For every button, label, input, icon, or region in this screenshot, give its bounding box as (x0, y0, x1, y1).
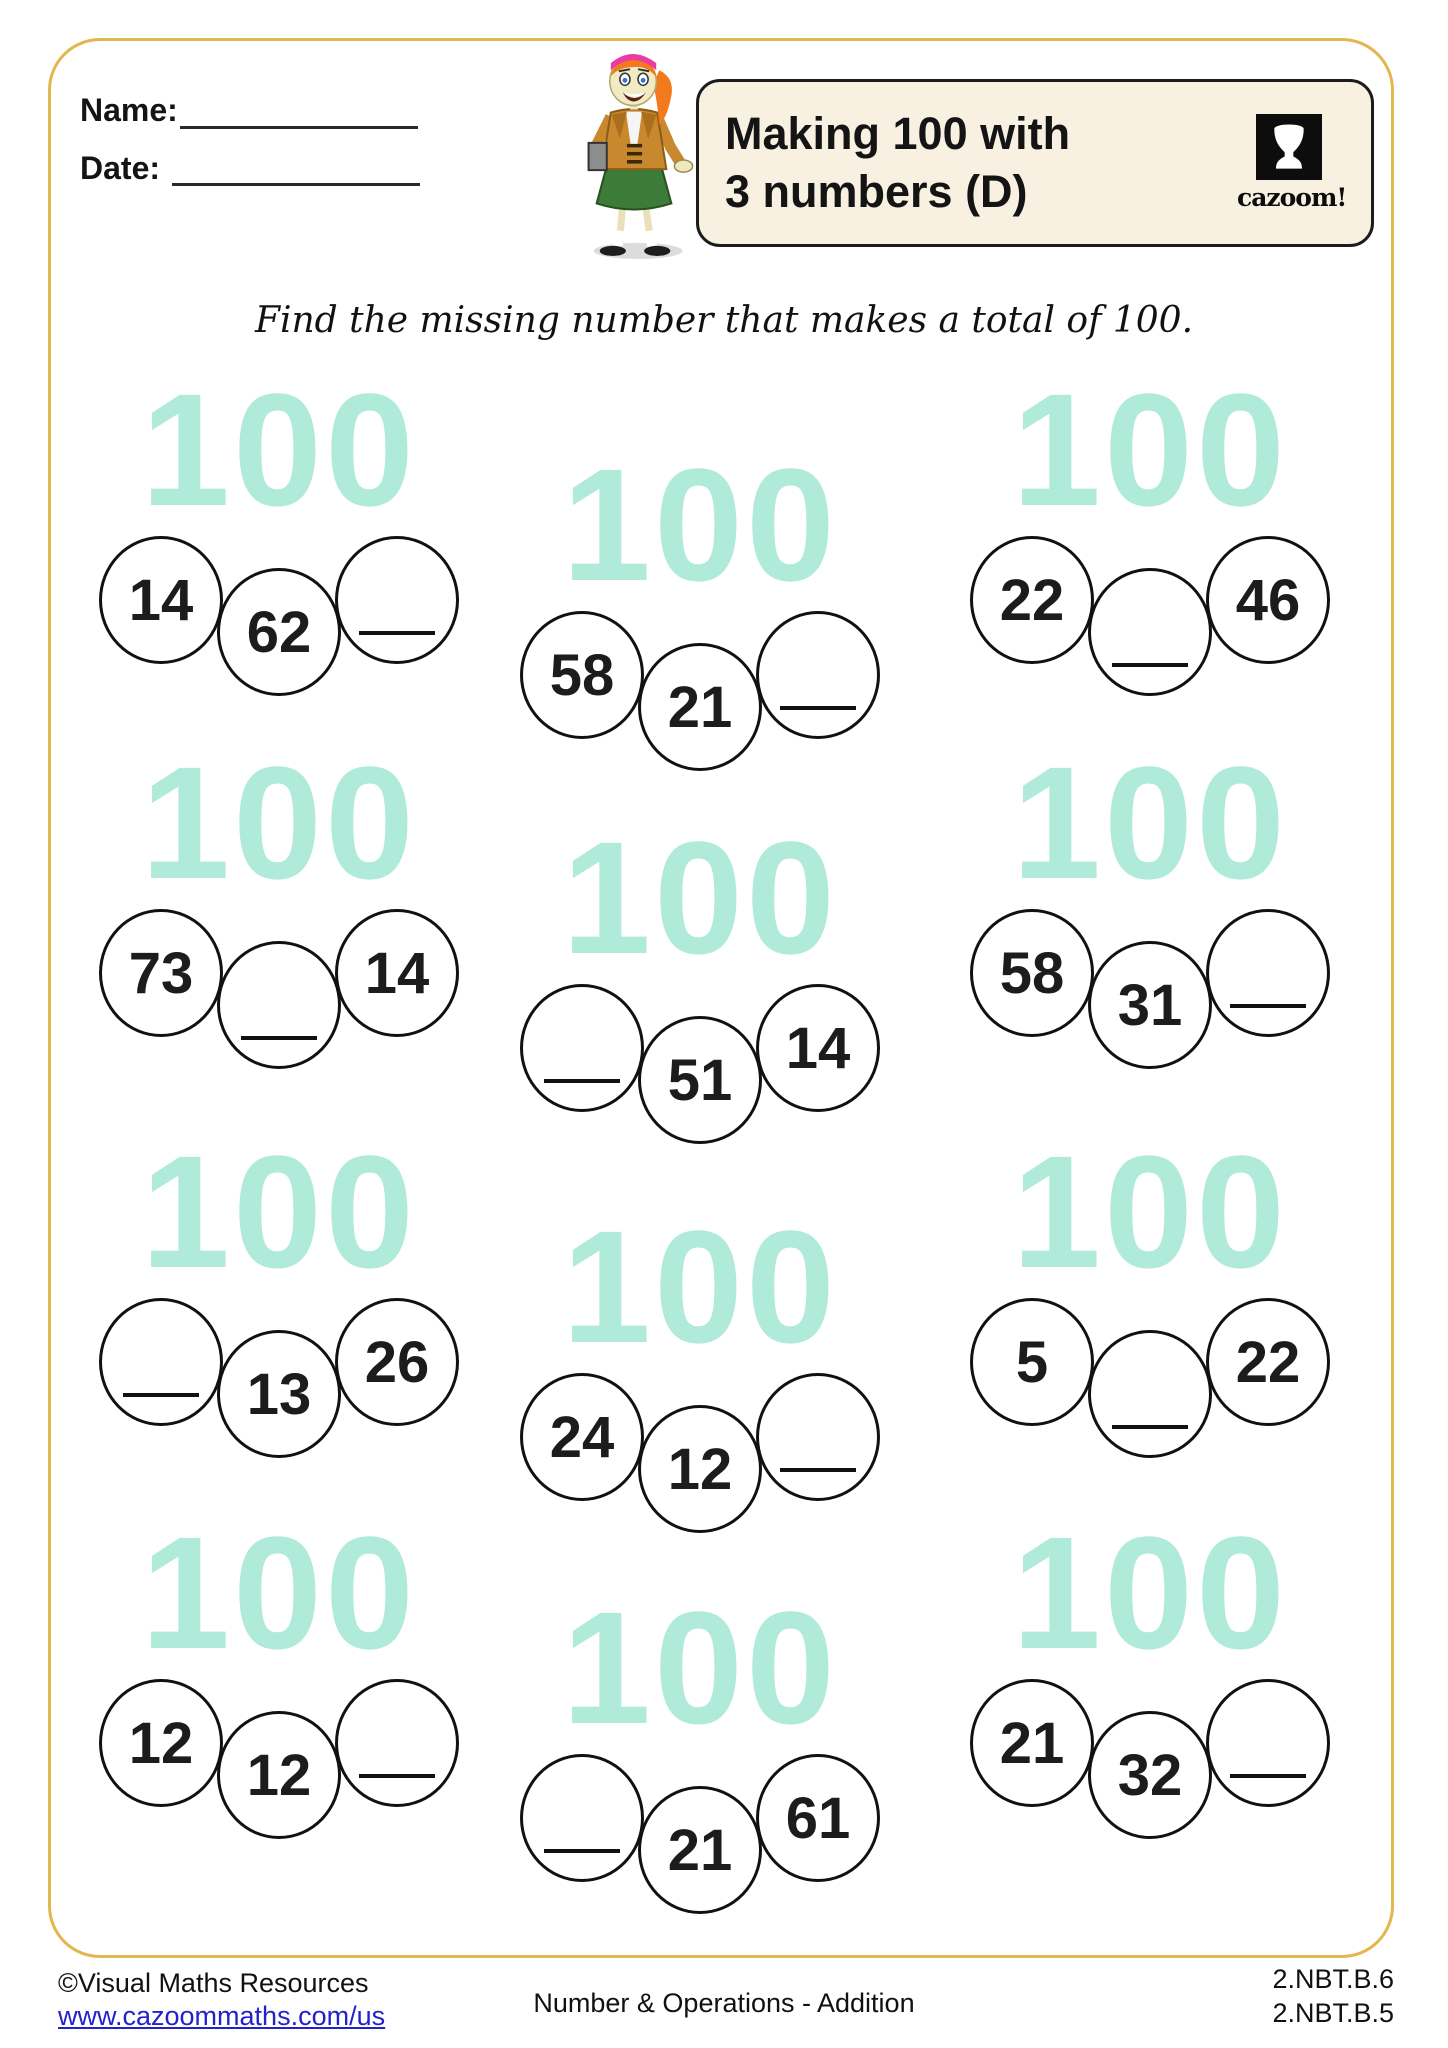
answer-circle[interactable] (335, 536, 459, 664)
number-circle (1206, 1298, 1330, 1426)
answer-blank (241, 1036, 317, 1040)
total-label: 100 (141, 360, 417, 539)
circle-value: 31 (1117, 972, 1183, 1038)
total-label: 100 (1012, 360, 1288, 539)
cazoom-logo (1237, 114, 1347, 212)
circle-row (520, 611, 880, 771)
answer-circle[interactable] (1206, 1679, 1330, 1807)
total-label: 100 (562, 808, 838, 987)
circle-row (520, 984, 880, 1144)
circle-value: 32 (1117, 1742, 1183, 1808)
circle-row (99, 1298, 459, 1458)
total-label: 100 (562, 435, 838, 614)
answer-blank (780, 706, 856, 710)
answer-blank (1112, 663, 1188, 667)
answer-circle[interactable] (1206, 909, 1330, 1037)
number-circle (520, 1373, 644, 1501)
number-circle (638, 1016, 762, 1144)
total-label: 100 (562, 1197, 838, 1376)
answer-circle[interactable] (756, 1373, 880, 1501)
answer-blank (1230, 1774, 1306, 1778)
circle-value: 62 (246, 599, 312, 665)
total-label: 100 (1012, 733, 1288, 912)
total-label: 100 (1012, 1503, 1288, 1682)
name-label: Name: (80, 92, 178, 128)
answer-blank (780, 1468, 856, 1472)
circle-value: 13 (246, 1361, 312, 1427)
circle-value: 14 (128, 567, 194, 633)
circle-row (520, 1373, 880, 1533)
answer-circle[interactable] (520, 984, 644, 1112)
answer-circle[interactable] (1088, 1330, 1212, 1458)
date-input-line[interactable] (172, 147, 420, 186)
answer-blank (359, 631, 435, 635)
number-circle (756, 984, 880, 1112)
number-circle (99, 536, 223, 664)
circle-value: 21 (999, 1710, 1065, 1776)
title-line-2: 3 numbers (D) (725, 166, 1028, 217)
logo-wordmark: cazoom! (1237, 183, 1347, 212)
worksheet-title (725, 105, 1070, 221)
title-line-1: Making 100 with (725, 108, 1071, 159)
circle-value: 73 (128, 940, 194, 1006)
cartoon-schoolgirl-illustration (558, 50, 708, 262)
circle-row (970, 909, 1330, 1069)
number-circle (638, 1786, 762, 1914)
circle-row (970, 1679, 1330, 1839)
standard-code: 2.NBT.B.5 (1272, 1998, 1394, 2028)
number-circle (335, 1298, 459, 1426)
circle-value: 24 (549, 1404, 615, 1470)
number-circle (638, 1405, 762, 1533)
circle-value: 26 (364, 1329, 430, 1395)
number-circle (970, 909, 1094, 1037)
number-circle (970, 1679, 1094, 1807)
number-circle (1088, 1711, 1212, 1839)
problem (99, 733, 459, 1069)
circle-value: 21 (667, 674, 733, 740)
worksheet-title-box (696, 79, 1374, 247)
answer-circle[interactable] (99, 1298, 223, 1426)
total-label: 100 (141, 733, 417, 912)
circle-value: 14 (785, 1015, 851, 1081)
circle-value: 14 (364, 940, 430, 1006)
number-circle (99, 1679, 223, 1807)
circle-row (99, 1679, 459, 1839)
problem (520, 1578, 880, 1914)
number-circle (99, 909, 223, 1037)
circle-value: 5 (1015, 1329, 1049, 1395)
number-circle (970, 536, 1094, 664)
circle-value: 21 (667, 1817, 733, 1883)
circle-value: 61 (785, 1785, 851, 1851)
problem (520, 808, 880, 1144)
problem (99, 360, 459, 696)
circle-value: 12 (667, 1436, 733, 1502)
number-circle (520, 611, 644, 739)
name-input-line[interactable] (180, 90, 418, 129)
circle-row (970, 536, 1330, 696)
answer-blank (359, 1774, 435, 1778)
answer-circle[interactable] (1088, 568, 1212, 696)
circle-value: 22 (999, 567, 1065, 633)
total-label: 100 (141, 1122, 417, 1301)
number-circle (1206, 536, 1330, 664)
answer-circle[interactable] (520, 1754, 644, 1882)
problem (970, 360, 1330, 696)
website-link[interactable]: www.cazoommaths.com/us (58, 2001, 386, 2031)
answer-blank (544, 1079, 620, 1083)
problem (520, 1197, 880, 1533)
circle-value: 46 (1235, 567, 1301, 633)
problem (99, 1503, 459, 1839)
number-circle (217, 568, 341, 696)
total-label: 100 (1012, 1122, 1288, 1301)
date-label: Date: (80, 150, 161, 186)
answer-circle[interactable] (217, 941, 341, 1069)
circle-row (99, 536, 459, 696)
instruction-text: Find the missing number that makes a total of 100. (254, 300, 1194, 341)
circle-row (99, 909, 459, 1069)
circle-row (520, 1754, 880, 1914)
answer-blank (123, 1393, 199, 1397)
total-label: 100 (141, 1503, 417, 1682)
number-circle (638, 643, 762, 771)
circle-value: 58 (549, 642, 615, 708)
total-label: 100 (562, 1578, 838, 1757)
number-circle (1088, 941, 1212, 1069)
problem (520, 435, 880, 771)
copyright-text: ©Visual Maths Resources (58, 1968, 369, 1998)
number-circle (335, 909, 459, 1037)
answer-blank (1230, 1004, 1306, 1008)
number-circle (217, 1711, 341, 1839)
answer-circle[interactable] (335, 1679, 459, 1807)
category-text: Number & Operations - Addition (533, 1988, 915, 2018)
circle-value: 12 (246, 1742, 312, 1808)
circle-row (970, 1298, 1330, 1458)
number-circle (217, 1330, 341, 1458)
circle-value: 58 (999, 940, 1065, 1006)
circle-value: 12 (128, 1710, 194, 1776)
circle-value: 51 (667, 1047, 733, 1113)
standard-code: 2.NBT.B.6 (1272, 1964, 1394, 1994)
standards-block (1272, 1962, 1394, 2030)
problem (970, 1122, 1330, 1458)
problem (99, 1122, 459, 1458)
circle-value: 22 (1235, 1329, 1301, 1395)
djembe-drum-icon (1256, 114, 1322, 180)
answer-blank (544, 1849, 620, 1853)
answer-circle[interactable] (756, 611, 880, 739)
problem (970, 1503, 1330, 1839)
number-circle (756, 1754, 880, 1882)
problem (970, 733, 1330, 1069)
number-circle (970, 1298, 1094, 1426)
answer-blank (1112, 1425, 1188, 1429)
